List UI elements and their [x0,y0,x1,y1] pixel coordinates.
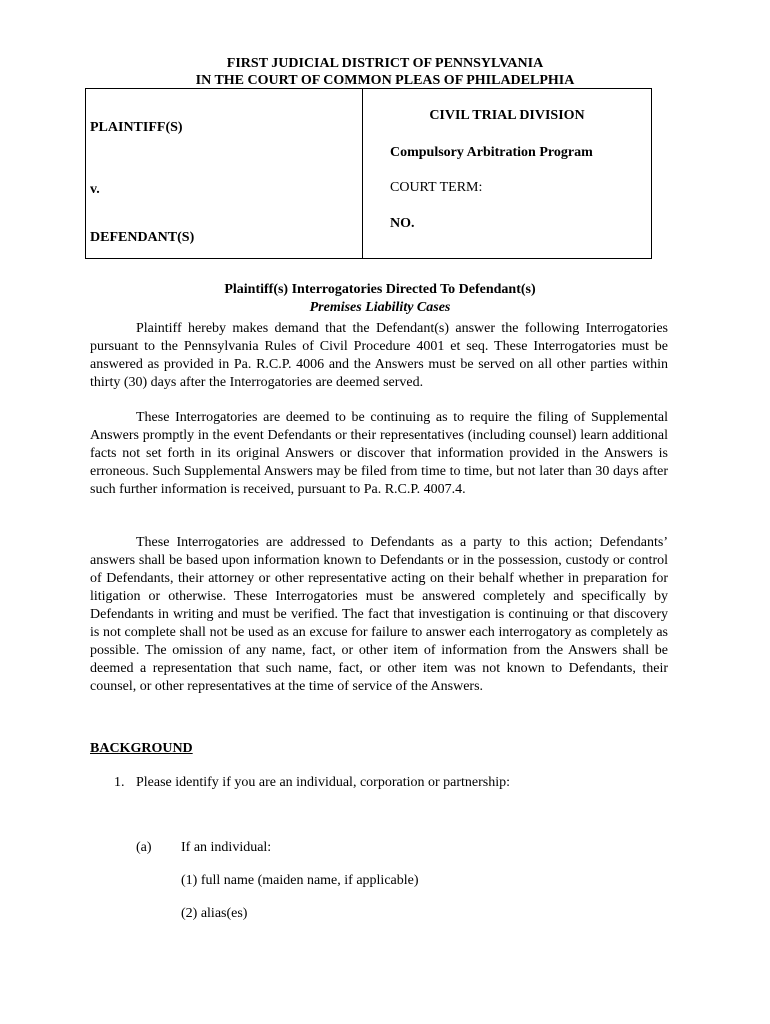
defendant-label: DEFENDANT(S) [90,230,195,245]
plaintiff-label: PLAINTIFF(S) [90,120,183,135]
program-label: Compulsory Arbitration Program [390,145,593,160]
case-number-label: NO. [390,216,415,231]
list-item: (2) alias(es) [181,906,248,921]
document-title: Plaintiff(s) Interrogatories Directed To Defendant(s) [224,282,536,297]
question-text: Please identify if you are an individual, corporation or partnership: [136,775,511,790]
continuing-paragraph: These Interrogatories are deemed to be continuing as to require the filing of Supplemental Answers promptly in the event Defendants or their representatives (including counsel) learn additional facts not set forth in its original Answers or discover that information provided in the Answers is erroneous. Such Supplemental Answers may be filed from time to time, but not later than 30 days after such further information is received, pursuant to Pa. R.C.P. 4007.4. [90,410,668,497]
background-heading: BACKGROUND [90,741,193,756]
sub-item-label: (a) [136,840,152,855]
document-subtitle: Premises Liability Cases [309,300,451,315]
court-header-line2: IN THE COURT OF COMMON PLEAS OF PHILADELPHIA [195,73,575,88]
intro-paragraph: Plaintiff hereby makes demand that the Defendant(s) answer the following Interrogatories pursuant to the Pennsylvania Rules of Civil Procedure 4001 et seq. These Interrogatories must be answered as provided in Pa. R.C.P. 4006 and the Answers must be served on all other parties within thirty (30) days after the Interrogatories are deemed served. [90,321,668,390]
list-item: (1) full name (maiden name, if applicable) [181,873,419,888]
division-label: CIVIL TRIAL DIVISION [429,108,585,123]
versus-label: v. [90,182,100,197]
sub-item-text: If an individual: [181,840,272,855]
question-number: 1. [114,775,125,790]
court-header-line1: FIRST JUDICIAL DISTRICT OF PENNSYLVANIA [226,56,544,71]
addressed-paragraph: These Interrogatories are addressed to Defendants as a party to this action; Defendants’ answers shall be based upon information known to Defendants or in the possession, custody or control of Defendants, their attorney or other representative acting on their behalf whether in preparation for litigation or otherwise. These Interrogatories must be answered completely and specifically by Defendants in writing and must be verified. The fact that investigation is continuing or that discovery is not complete shall not be used as an excuse for failure to answer each interrogatory as completely as possible. The omission of any name, fact, or other item of information from the Answers shall be deemed a representation that such name, fact, or other item was not known to Defendants, their counsel, or other representatives at the time of service of the Answers. [90,535,668,694]
court-header [0,55,770,89]
court-term-label: COURT TERM: [390,180,483,195]
